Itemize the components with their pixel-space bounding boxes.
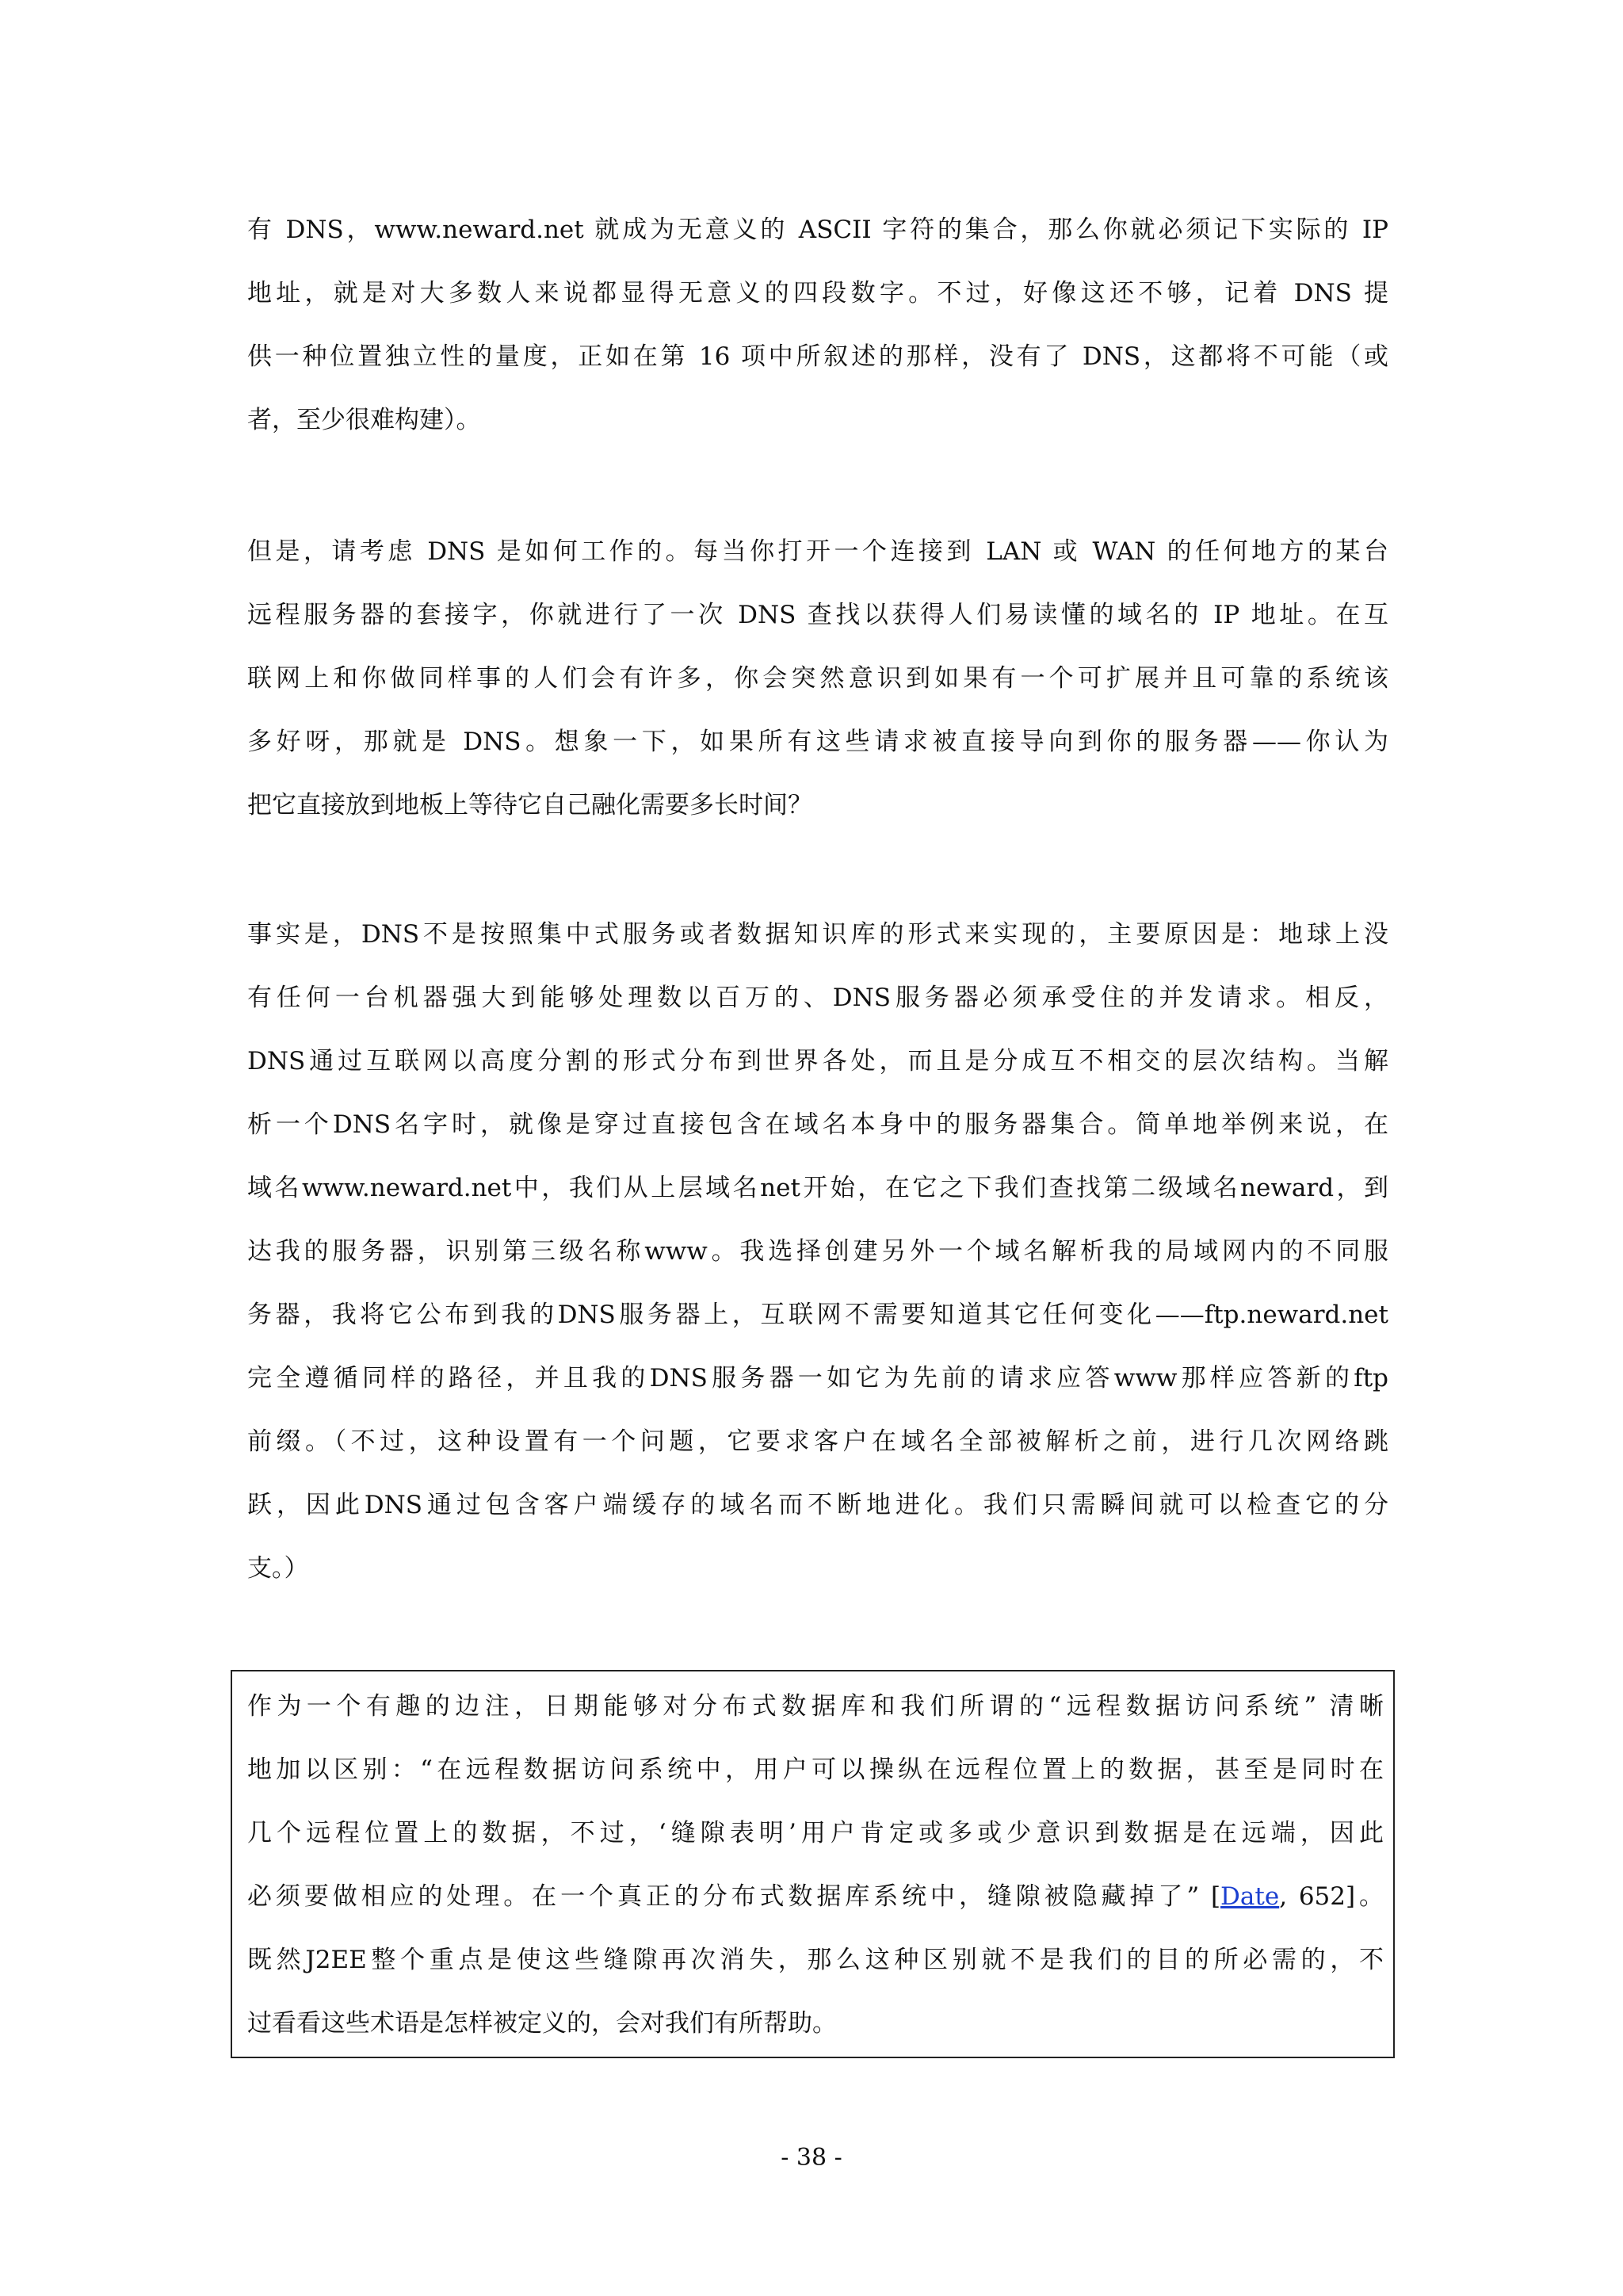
citation-suffix: , 652]。 <box>1279 1882 1384 1911</box>
text-line: 支。） <box>247 1554 309 1583</box>
side-note-box <box>231 1670 1395 2058</box>
text-line: 前缀。（不过，这种设置有一个问题，它要求客户在域名全部被解析之前，进行几次网络跳 <box>247 1427 1388 1456</box>
text-line: 完全遵循同样的路径，并且我的DNS服务器一如它为先前的请求应答www那样应答新的ftp <box>247 1364 1388 1392</box>
page-number: - 38 - <box>781 2144 842 2172</box>
paragraph-dns-lookup <box>247 520 1388 837</box>
text-line: 者，至少很难构建）。 <box>247 406 481 434</box>
citation-line <box>247 1865 1384 1928</box>
text-line: 地址，就是对大多数人来说都显得无意义的四段数字。不过，好像这还不够，记着 DNS 提 <box>247 279 1388 308</box>
text-line: 地加以区别：“在远程数据访问系统中，用户可以操纵在远程位置上的数据，甚至是同时在 <box>247 1755 1384 1784</box>
text-line: 既然J2EE整个重点是使这些缝隙再次消失，那么这种区别就不是我们的目的所必需的，不 <box>247 1946 1384 1974</box>
text-line: 多好呀，那就是 DNS。想象一下，如果所有这些请求被直接导向到你的服务器——你认为 <box>247 728 1388 756</box>
text-line: 联网上和你做同样事的人们会有许多，你会突然意识到如果有一个可扩展并且可靠的系统该 <box>247 664 1388 693</box>
text-line: 域名www.neward.net中，我们从上层域名net开始，在它之下我们查找第二级域名neward，到 <box>247 1174 1388 1202</box>
text-line: 远程服务器的套接字，你就进行了一次 DNS 查找以获得人们易读懂的域名的 IP 地址。在互 <box>247 601 1388 629</box>
text-line: DNS通过互联网以高度分割的形式分布到世界各处，而且是分成互不相交的层次结构。当解 <box>247 1047 1388 1075</box>
text-line: 有 DNS，www.neward.net 就成为无意义的 ASCII 字符的集合，那么你就必须记下实际的 IP <box>247 216 1388 244</box>
text-line: 达我的服务器，识别第三级名称www。我选择创建另外一个域名解析我的局域网内的不同服 <box>247 1237 1388 1266</box>
text-line: 过看看这些术语是怎样被定义的，会对我们有所帮助。 <box>247 2009 837 2038</box>
text-line: 务器，我将它公布到我的DNS服务器上，互联网不需要知道其它任何变化——ftp.neward.net <box>247 1301 1388 1329</box>
text-line: 作为一个有趣的边注，日期能够对分布式数据库和我们所谓的“远程数据访问系统” 清晰 <box>247 1692 1384 1721</box>
text-line: 但是，请考虑 DNS 是如何工作的。每当你打开一个连接到 LAN 或 WAN 的任何地方的某台 <box>247 537 1388 566</box>
text-line: 析一个DNS名字时，就像是穿过直接包含在域名本身中的服务器集合。简单地举例来说，在 <box>247 1110 1388 1139</box>
text-line: 事实是，DNS不是按照集中式服务或者数据知识库的形式来实现的，主要原因是：地球上没 <box>247 920 1388 949</box>
text-line: 几个远程位置上的数据，不过，‘缝隙表明’用户肯定或多或少意识到数据是在远端，因此 <box>247 1819 1384 1847</box>
citation-link[interactable]: Date <box>1220 1882 1280 1911</box>
paragraph-dns-hierarchy <box>247 903 1388 1600</box>
text-line: 必须要做相应的处理。在一个真正的分布式数据库系统中，缝隙被隐藏掉了” [ <box>247 1882 1221 1911</box>
side-note-text <box>247 1675 1384 2055</box>
text-line: 跃，因此DNS通过包含客户端缓存的域名而不断地进化。我们只需瞬间就可以检查它的分 <box>247 1491 1388 1519</box>
text-line: 有任何一台机器强大到能够处理数以百万的、DNS服务器必须承受住的并发请求。相反， <box>247 984 1388 1012</box>
text-line: 把它直接放到地板上等待它自己融化需要多长时间？ <box>247 791 812 819</box>
paragraph-dns-intro <box>247 198 1388 452</box>
text-line: 供一种位置独立性的量度，正如在第 16 项中所叙述的那样，没有了 DNS，这都将不可能（或 <box>247 342 1388 371</box>
